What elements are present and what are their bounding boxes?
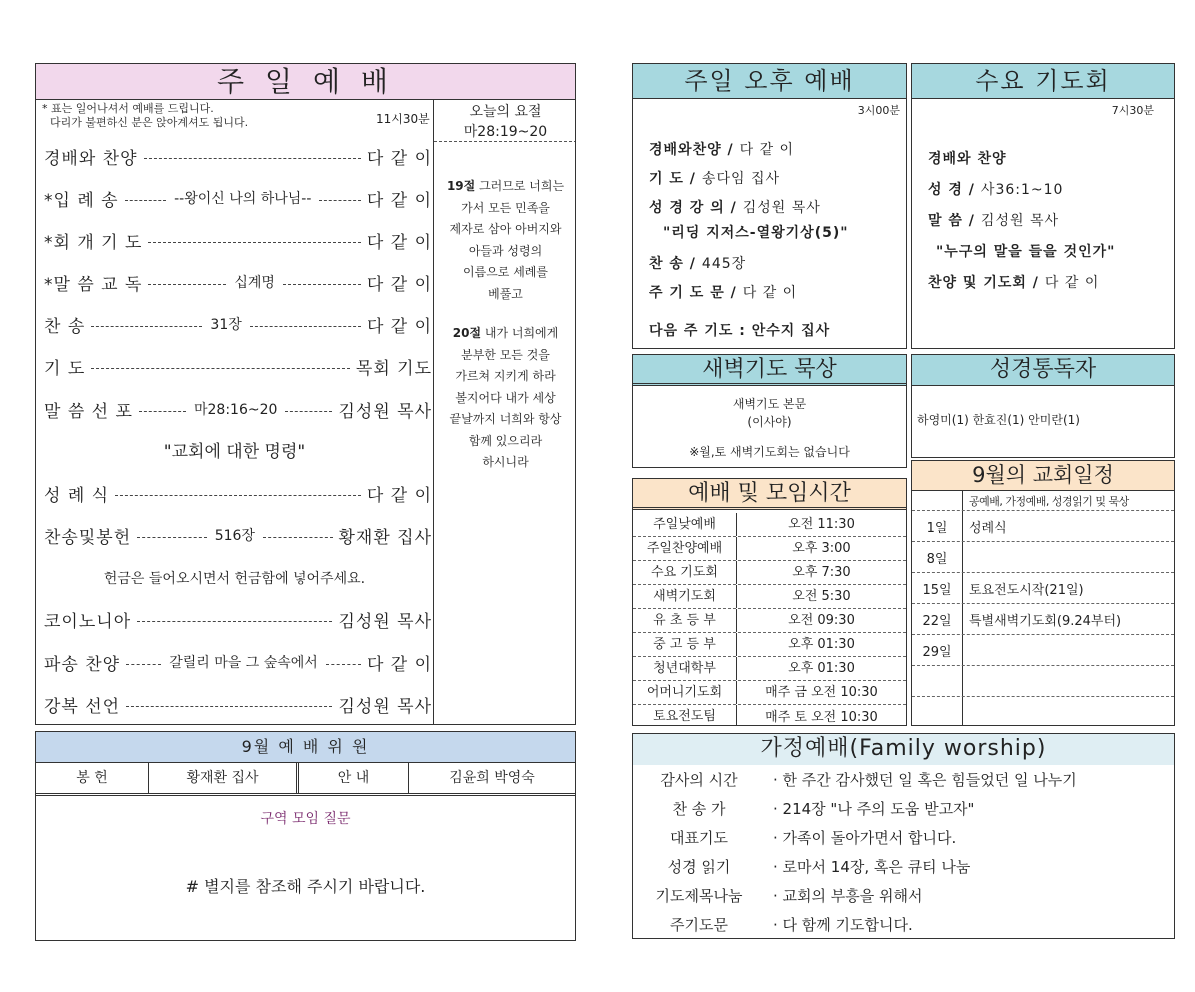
program-value: 김성원 목사 <box>742 199 821 216</box>
program-item <box>649 192 904 221</box>
bible-readers-title: 성경통독자 <box>912 355 1174 386</box>
calendar-event: 특별새벽기도회(9.24부터) <box>969 613 1122 629</box>
order-row <box>44 267 432 297</box>
order-leader: 다 같 이 <box>366 485 432 506</box>
leader-dots <box>148 284 226 285</box>
wednesday-prayer-panel <box>911 63 1175 349</box>
program-value: 다 같 이 <box>739 141 795 158</box>
schedule-time: 오후 7:30 <box>792 565 851 580</box>
order-leader: 다 같 이 <box>366 232 432 253</box>
order-leader: 다 같 이 <box>366 316 433 337</box>
usher-label: 안 내 <box>299 763 409 793</box>
schedule-time: 매주 토 오전 10:30 <box>765 709 878 725</box>
order-row <box>44 183 432 213</box>
program-item <box>649 248 904 277</box>
afternoon-time: 3시00분 <box>857 104 900 117</box>
family-item-value: · 교회의 부흥을 위해서 <box>773 887 923 905</box>
program-value: 김성원 목사 <box>980 212 1059 229</box>
dawn-line1: 새벽기도 본문 <box>732 397 807 411</box>
family-item-label: 기도제목나눔 <box>655 887 743 905</box>
program-label: 성 경 / <box>928 181 975 198</box>
program-item <box>649 134 904 163</box>
schedule-time: 오후 01:30 <box>788 661 855 676</box>
verse-line: 가르쳐 지키게 하라 <box>455 369 556 383</box>
verse-line: 아들과 성령의 <box>468 243 543 258</box>
calendar-row <box>912 666 1174 697</box>
order-leader: 다 같 이 <box>366 654 433 675</box>
schedule-name: 중 고 등 부 <box>633 633 737 656</box>
leader-dots <box>263 537 333 538</box>
order-label: 기 도 <box>44 358 86 379</box>
leader-dots <box>250 326 361 327</box>
order-leader: 김성원 목사 <box>338 401 432 422</box>
worship-note: * 표는 일어나셔서 예배를 드립니다. 다리가 불편하신 분은 앉아계셔도 됩니다. <box>42 102 249 129</box>
leader-dots <box>115 495 361 496</box>
calendar-day: 1일 <box>912 511 963 541</box>
order-label: 파송 찬양 <box>44 654 121 675</box>
verse-header: 오늘의 요절 마28:19~20 <box>434 100 576 142</box>
calendar-day <box>912 697 963 726</box>
family-item-label: 성경 읽기 <box>667 858 731 876</box>
order-leader: 목회 기도 <box>355 358 432 379</box>
dawn-note: ※월,토 새벽기도회는 없습니다 <box>689 445 850 459</box>
program-value: 445장 <box>701 255 747 272</box>
schedule-panel <box>632 478 907 726</box>
order-detail: 갈릴리 마을 그 숲속에서 <box>169 655 318 671</box>
family-worship-panel <box>632 733 1175 939</box>
calendar-day <box>912 666 963 696</box>
afternoon-worship-panel <box>632 63 907 349</box>
calendar-row <box>912 511 1174 542</box>
schedule-time: 오전 11:30 <box>788 517 855 532</box>
verse-line: 베풀고 <box>488 286 523 301</box>
calendar-title: 9월의 교회일정 <box>912 461 1174 491</box>
family-row <box>633 823 1174 852</box>
order-label: 찬 송 <box>44 316 86 337</box>
afternoon-quote: "리딩 지저스-열왕기상(5)" <box>663 225 849 241</box>
schedule-time: 오후 01:30 <box>788 637 855 652</box>
program-label: 말 씀 / <box>928 212 975 229</box>
schedule-name: 어머니기도회 <box>633 681 737 704</box>
program-label: 경배와찬양 / <box>649 141 734 158</box>
calendar-header-row: 공예배, 가정예배, 성경읽기 및 묵상 <box>912 491 1174 511</box>
calendar-row <box>912 635 1174 666</box>
family-row <box>633 794 1174 823</box>
verse-number: 19절 <box>446 179 476 193</box>
calendar-row <box>912 573 1174 604</box>
worship-time: 11시30분 <box>376 112 430 126</box>
order-label: *회 개 기 도 <box>44 232 143 253</box>
order-row <box>44 394 432 424</box>
program-label: 주 기 도 문 / <box>649 284 737 301</box>
program-item <box>928 204 1173 235</box>
order-row <box>44 604 432 634</box>
order-detail: --왕이신 나의 하나님-- <box>174 191 312 207</box>
order-row <box>44 647 432 677</box>
sunday-worship-panel <box>35 63 576 725</box>
order-leader: 다 같 이 <box>366 274 432 295</box>
family-item-value: · 214장 "나 주의 도움 받고자" <box>773 800 975 818</box>
leader-dots <box>91 326 202 327</box>
schedule-row <box>633 513 906 537</box>
verse-line: 19절 그러므로 너희는 <box>446 179 565 193</box>
family-row <box>633 765 1174 794</box>
leader-dots <box>126 664 161 665</box>
calendar-event: 성례식 <box>969 520 1007 536</box>
schedule-time: 매주 금 오전 10:30 <box>765 685 878 700</box>
family-item-value: · 다 함께 기도합니다. <box>773 916 913 934</box>
calendar-row <box>912 604 1174 635</box>
leader-dots <box>283 284 361 285</box>
family-item-value: · 로마서 14장, 혹은 큐티 나눔 <box>773 858 971 876</box>
leader-dots <box>148 242 361 243</box>
order-leader: 다 같 이 <box>366 148 432 169</box>
verse-column <box>433 100 576 725</box>
schedule-name: 새벽기도회 <box>633 585 737 608</box>
wednesday-quote: "누구의 말을 들을 것인가" <box>936 244 1116 260</box>
schedule-name: 주일낮예배 <box>633 513 737 536</box>
order-label: 찬송및봉헌 <box>44 527 132 548</box>
verse-line: 볼지어다 내가 세상 <box>455 390 556 405</box>
family-item-label: 주기도문 <box>670 916 728 934</box>
order-label: *말 씀 교 독 <box>44 274 143 295</box>
family-row <box>633 910 1174 939</box>
verse-line: 이름으로 세례를 <box>463 265 548 279</box>
verse-number: 20절 <box>452 326 482 340</box>
leader-dots <box>285 411 332 412</box>
schedule-row <box>633 561 906 585</box>
schedule-row <box>633 681 906 705</box>
offering-label: 봉 헌 <box>36 763 149 793</box>
order-leader: 김성원 목사 <box>338 696 432 717</box>
offering-person: 황재환 집사 <box>149 763 299 793</box>
bible-readers-panel <box>911 354 1175 458</box>
calendar-day: 8일 <box>912 542 963 572</box>
family-item-label: 찬 송 가 <box>672 800 726 818</box>
order-label: 성 례 식 <box>44 485 110 506</box>
schedule-row <box>633 537 906 561</box>
program-value: 송다임 집사 <box>701 170 780 187</box>
family-row <box>633 852 1174 881</box>
order-row <box>44 478 432 508</box>
calendar-panel <box>911 460 1175 726</box>
program-item <box>928 173 1173 204</box>
calendar-day: 15일 <box>912 573 963 603</box>
calendar-event: 토요전도시작(21일) <box>969 582 1084 598</box>
order-label: 경배와 찬양 <box>44 148 138 169</box>
calendar-row <box>912 697 1174 726</box>
calendar-day: 29일 <box>912 635 963 665</box>
leader-dots <box>126 706 332 707</box>
order-row <box>44 689 432 719</box>
order-label: 강복 선언 <box>44 696 121 717</box>
next-prayer: 다음 주 기도 : 안수지 집사 <box>649 323 831 339</box>
schedule-name: 청년대학부 <box>633 657 737 680</box>
sermon-title: "교회에 대한 명령" <box>163 442 306 462</box>
group-meeting-title: 구역 모임 질문 <box>260 811 351 827</box>
order-row <box>44 141 432 171</box>
order-row <box>44 225 432 255</box>
sunday-worship-title: 주 일 예 배 <box>36 64 575 100</box>
bible-readers-names: 하영미(1) 한효진(1) 안미란(1) <box>917 413 1080 427</box>
dawn-prayer-panel <box>632 354 907 468</box>
leader-dots <box>139 411 186 412</box>
program-label: 찬 송 / <box>649 255 696 272</box>
order-row <box>44 520 432 550</box>
program-label: 경배와 찬양 <box>928 150 1007 167</box>
verse-19 <box>434 176 576 305</box>
verse-line: 함께 있으리라 <box>468 433 543 448</box>
leader-dots <box>91 368 350 369</box>
schedule-name: 수요 기도회 <box>633 561 737 584</box>
verse-line: 하시니라 <box>482 455 529 469</box>
order-leader: 다 같 이 <box>366 190 432 211</box>
family-title: 가정예배(Family worship) <box>633 734 1174 765</box>
calendar-day: 22일 <box>912 604 963 634</box>
family-item-value: · 한 주간 감사했던 일 혹은 힘들었던 일 나누기 <box>773 771 1077 789</box>
program-value: 다 같 이 <box>742 284 798 301</box>
order-detail: 516장 <box>214 528 255 544</box>
schedule-row <box>633 657 906 681</box>
leader-dots <box>137 537 207 538</box>
committee-panel <box>35 731 576 941</box>
verse-line: 제자로 삼아 아버지와 <box>449 222 562 236</box>
program-item <box>649 163 904 192</box>
schedule-name: 유 초 등 부 <box>633 609 737 632</box>
committee-row <box>36 763 575 796</box>
verse-line: 분부한 모든 것을 <box>461 347 550 362</box>
order-detail: 마28:16~20 <box>193 402 278 418</box>
leader-dots <box>144 158 361 159</box>
schedule-time: 오전 5:30 <box>792 589 851 604</box>
order-label: *입 례 송 <box>44 190 119 211</box>
group-meeting-text: # 별지를 참조해 주시기 바랍니다. <box>185 877 426 896</box>
verse-line: 20절 내가 너희에게 <box>452 326 559 340</box>
offering-note: 헌금은 들어오시면서 헌금함에 넣어주세요. <box>103 571 366 587</box>
order-label: 말 씀 선 포 <box>44 401 133 422</box>
leader-dots <box>326 664 361 665</box>
leader-dots <box>319 200 361 201</box>
program-label: 성 경 강 의 / <box>649 199 737 216</box>
schedule-row <box>633 633 906 657</box>
program-label: 기 도 / <box>649 170 696 187</box>
wednesday-last: 찬양 및 기도회 / 다 같 이 <box>928 275 1100 291</box>
family-item-value: · 가족이 돌아가면서 합니다. <box>773 829 957 847</box>
family-item-label: 감사의 시간 <box>660 771 738 789</box>
program-item <box>928 142 1173 173</box>
dawn-line2: (이사야) <box>747 415 792 429</box>
order-leader: 황재환 집사 <box>338 527 433 548</box>
leader-dots <box>137 621 332 622</box>
schedule-time: 오후 3:00 <box>792 541 851 556</box>
schedule-name: 주일찬양예배 <box>633 537 737 560</box>
calendar-row <box>912 542 1174 573</box>
family-row <box>633 881 1174 910</box>
order-detail: 십계명 <box>234 275 275 291</box>
verse-20 <box>434 323 576 474</box>
program-item <box>649 277 904 306</box>
committee-title: 9월 예 배 위 원 <box>36 732 575 763</box>
schedule-title: 예배 및 모임시간 <box>633 479 906 510</box>
schedule-row <box>633 705 906 726</box>
leader-dots <box>125 200 167 201</box>
verse-line: 가서 모든 민족을 <box>461 200 550 215</box>
verse-line: 끝날까지 너희와 항상 <box>449 412 562 426</box>
order-row <box>44 309 432 339</box>
family-item-label: 대표기도 <box>670 829 728 847</box>
schedule-row <box>633 609 906 633</box>
wednesday-title: 수요 기도회 <box>912 64 1174 99</box>
order-leader: 김성원 목사 <box>338 611 432 632</box>
order-row <box>44 351 432 381</box>
schedule-row <box>633 585 906 609</box>
dawn-title: 새벽기도 묵상 <box>633 355 906 386</box>
program-value: 사36:1~10 <box>980 181 1064 198</box>
order-detail: 31장 <box>210 317 242 333</box>
schedule-name: 토요전도팀 <box>633 705 737 726</box>
wednesday-time: 7시30분 <box>1111 104 1154 117</box>
afternoon-title: 주일 오후 예배 <box>633 64 906 99</box>
schedule-time: 오전 09:30 <box>788 613 855 628</box>
order-label: 코이노니아 <box>44 611 132 632</box>
usher-people: 김윤희 박영숙 <box>449 770 535 786</box>
